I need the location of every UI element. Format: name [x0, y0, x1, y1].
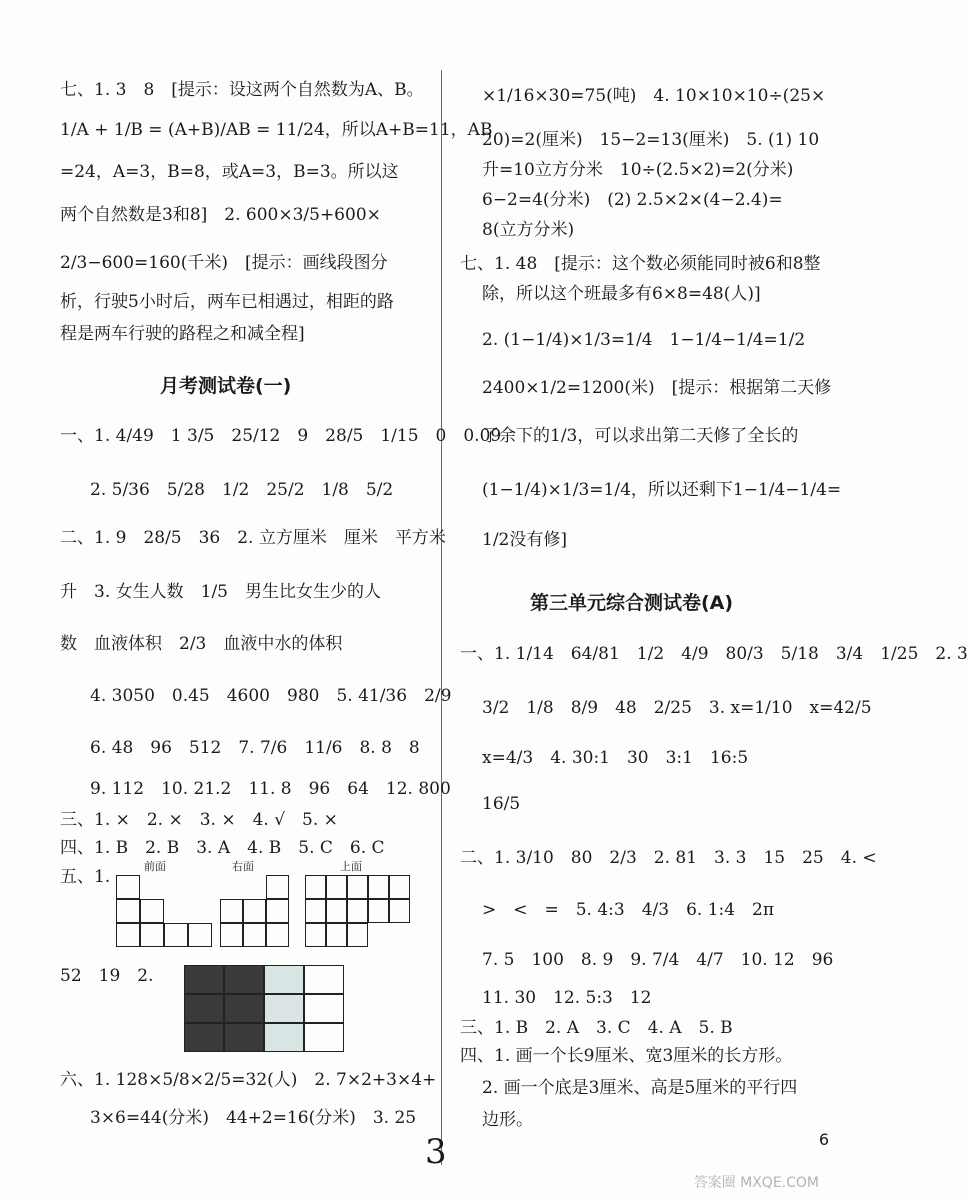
- text-line: 除，所以这个班最多有6×8=48(人)]: [482, 284, 761, 304]
- text-line: 2. 画一个底是3厘米、高是5厘米的平行四: [482, 1078, 798, 1098]
- text-line: 数 血液体积 2/3 血液中水的体积: [60, 634, 343, 654]
- grid-cell: [304, 994, 344, 1023]
- grid-cell-light: [264, 965, 304, 994]
- section-title: 第三单元综合测试卷(A): [530, 592, 734, 614]
- text-line: 1/2没有修]: [482, 530, 567, 550]
- text-line: 六、1. 128×5/8×2/5=32(人) 2. 7×2+3×4+: [60, 1070, 437, 1090]
- text-line: =24，A=3，B=8，或A=3，B=3。所以这: [60, 162, 399, 182]
- text-line: 16/5: [482, 794, 521, 814]
- text-line: 7. 5 100 8. 9 9. 7/4 4/7 10. 12 96: [482, 950, 834, 970]
- text-line: 析，行驶5小时后，两车已相遇过，相距的路: [60, 292, 394, 312]
- view-label-front: 前面: [144, 860, 166, 873]
- grid-cell-shaded: [184, 965, 224, 994]
- grid-cell: [188, 923, 212, 947]
- grid-cell: [326, 899, 347, 923]
- grid-cell: [116, 923, 140, 947]
- grid-cell: [326, 875, 347, 899]
- section-title: 月考测试卷(一): [160, 375, 292, 397]
- grid-cell: [347, 899, 368, 923]
- view-top-grid: [305, 875, 410, 947]
- grid-cell: [368, 899, 389, 923]
- text-line: 2. (1−1/4)×1/3=1/4 1−1/4−1/4=1/2: [482, 330, 806, 350]
- handwritten-mark: 3: [425, 1132, 447, 1172]
- grid-cell: [266, 923, 289, 947]
- grid-cell-empty: [368, 923, 389, 947]
- text-line: 3×6=44(分米) 44+2=16(分米) 3. 25: [90, 1108, 417, 1128]
- grid-cell: [305, 899, 326, 923]
- text-line: 边形。: [482, 1110, 533, 1130]
- text-line: 两个自然数是3和8] 2. 600×3/5+600×: [60, 205, 381, 225]
- text-line: 七、1. 3 8 [提示：设这两个自然数为A、B。: [60, 80, 424, 100]
- text-line: > < = 5. 4:3 4/3 6. 1:4 2π: [482, 900, 775, 920]
- grid-cell: [326, 923, 347, 947]
- text-line: 1/A + 1/B = (A+B)/AB = 11/24，所以A+B=11，AB: [60, 120, 493, 140]
- text-line: x=4/3 4. 30:1 30 3:1 16:5: [482, 748, 749, 768]
- text-line: 四、1. B 2. B 3. A 4. B 5. C 6. C: [60, 838, 385, 858]
- text-line: 6−2=4(分米) (2) 2.5×2×(4−2.4)=: [482, 190, 783, 210]
- grid-cell: [347, 875, 368, 899]
- text-line: 程是两车行驶的路程之和减全程]: [60, 324, 305, 344]
- grid-cell-empty: [389, 923, 410, 947]
- text-line: 3/2 1/8 8/9 48 2/25 3. x=1/10 x=42/5: [482, 698, 872, 718]
- grid-cell: [389, 899, 410, 923]
- text-line: 11. 30 12. 5:3 12: [482, 988, 652, 1008]
- grid-cell-shaded: [224, 994, 264, 1023]
- grid-cell: [368, 875, 389, 899]
- grid-cell: [164, 923, 188, 947]
- grid-cell: [347, 923, 368, 947]
- text-line: ×1/16×30=75(吨) 4. 10×10×10÷(25×: [482, 86, 826, 106]
- grid-cell: [305, 875, 326, 899]
- text-line: 五、1.: [60, 867, 111, 887]
- text-line: 升 3. 女生人数 1/5 男生比女生少的人: [60, 582, 381, 602]
- grid-cell-light: [264, 994, 304, 1023]
- page-number: 6: [818, 1130, 829, 1149]
- grid-cell: [305, 923, 326, 947]
- grid-cell: [266, 875, 289, 899]
- view-right-grid: [220, 875, 289, 947]
- grid-cell: [304, 965, 344, 994]
- watermark-logo: 答案圈 MXQE.COM: [693, 1175, 819, 1191]
- text-line: 2. 5/36 5/28 1/2 25/2 1/8 5/2: [90, 480, 394, 500]
- grid-cell: [243, 899, 266, 923]
- text-line: 四、1. 画一个长9厘米、宽3厘米的长方形。: [460, 1046, 793, 1066]
- grid-cell-shaded: [224, 965, 264, 994]
- grid-cell: [220, 923, 243, 947]
- text-line: 一、1. 4/49 1 3/5 25/12 9 28/5 1/15 0 0.09: [60, 426, 502, 446]
- grid-cell-empty: [220, 875, 243, 899]
- grid-cell-shaded: [184, 1023, 224, 1052]
- grid-cell-empty: [243, 875, 266, 899]
- text-line: 20)=2(厘米) 15−2=13(厘米) 5. (1) 10: [482, 130, 820, 150]
- text-line: 一、1. 1/14 64/81 1/2 4/9 80/3 5/18 3/4 1/25 2. 3: [460, 644, 968, 664]
- text-line: 2400×1/2=1200(米) [提示：根据第二天修: [482, 378, 832, 398]
- grid-cell-shaded: [224, 1023, 264, 1052]
- grid-cell: [243, 923, 266, 947]
- text-line: 9. 112 10. 21.2 11. 8 96 64 12. 800: [90, 779, 451, 799]
- grid-cell-empty: [164, 875, 188, 899]
- text-line: 4. 3050 0.45 4600 980 5. 41/36 2/9: [90, 686, 452, 706]
- view-label-right: 右面: [232, 860, 254, 873]
- grid-cell: [116, 875, 140, 899]
- grid-cell: [266, 899, 289, 923]
- text-line: 52 19 2.: [60, 966, 154, 986]
- text-line: 2/3−600=160(千米) [提示：画线段图分: [60, 253, 388, 273]
- grid-cell: [220, 899, 243, 923]
- text-line: 升=10立方分米 10÷(2.5×2)=2(分米): [482, 160, 794, 180]
- grid-cell: [140, 899, 164, 923]
- grid-cell-shaded: [184, 994, 224, 1023]
- grid-cell: [389, 875, 410, 899]
- text-line: 三、1. B 2. A 3. C 4. A 5. B: [460, 1018, 733, 1038]
- grid-cell-light: [264, 1023, 304, 1052]
- text-line: (1−1/4)×1/3=1/4，所以还剩下1−1/4−1/4=: [482, 480, 842, 500]
- text-line: 6. 48 96 512 7. 7/6 11/6 8. 8 8: [90, 738, 420, 758]
- text-line: 三、1. × 2. × 3. × 4. √ 5. ×: [60, 810, 338, 830]
- text-line: 了余下的1/3，可以求出第二天修了全长的: [482, 426, 799, 446]
- divider-line: [441, 70, 442, 1165]
- grid-cell-empty: [188, 899, 212, 923]
- grid-cell: [140, 923, 164, 947]
- text-line: 二、1. 3/10 80 2/3 2. 81 3. 3 15 25 4. <: [460, 848, 877, 868]
- grid-cell: [116, 899, 140, 923]
- grid-cell-empty: [164, 899, 188, 923]
- grid-cell-empty: [188, 875, 212, 899]
- text-line: 七、1. 48 [提示：这个数必须能同时被6和8整: [460, 254, 821, 274]
- grid-cell-empty: [140, 875, 164, 899]
- view-front-grid: [116, 875, 212, 947]
- grid-cell: [304, 1023, 344, 1052]
- view-label-top: 上面: [340, 860, 362, 873]
- shaded-grid: [184, 965, 344, 1052]
- text-line: 二、1. 9 28/5 36 2. 立方厘米 厘米 平方米: [60, 528, 446, 548]
- text-line: 8(立方分米): [482, 220, 575, 240]
